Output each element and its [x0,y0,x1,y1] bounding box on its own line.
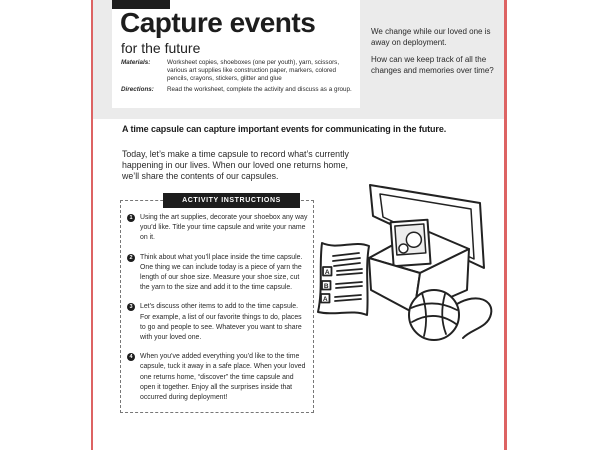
directions-text: Read the worksheet, complete the activity and discuss as a group. [167,86,352,94]
step-3 [127,302,309,343]
materials-text: Worksheet copies, shoeboxes (one per youth), yarn, scissors, various art supplies like construction paper, markers, colored pencils, crayons, stickers, glitter and glue [167,59,340,82]
header-card [112,0,360,108]
shoebox-yarn-checklist-icon [310,172,505,357]
step-1-number: 1 [127,214,135,222]
step-2 [127,253,309,294]
step-2-text: Think about what you’ll place inside the time capsule. One thing we can include today is a piece of yarn the length of our shoe size. Measure your shoe size, cut the yarn to the size and add it to the time capsule. [140,253,303,292]
header-sidebar-prompt [371,27,502,76]
instruction-steps [127,213,309,403]
activity-instructions-title: ACTIVITY INSTRUCTIONS [163,193,300,208]
yarn-thread-icon [457,298,491,338]
page-subtitle: for the future [121,40,201,56]
directions-label: Directions: [121,86,154,94]
materials-directions [121,59,355,94]
checklist-label-a1: A [324,268,330,276]
polaroid-photo-icon [391,220,431,266]
worksheet-page [91,0,507,450]
step-3-number: 3 [127,303,135,311]
step-3-text: Let’s discuss other items to add to the time capsule. For example, a list of our favorite things to do, places to go and people to see. Whatever you want to share with your loved one. [140,303,302,342]
yarn-ball-icon [409,290,459,340]
time-capsule-illustration [310,172,505,357]
checklist-label-b: B [323,282,329,290]
step-1 [127,213,309,244]
checklist-sheet-icon [318,243,369,315]
main-headline: A time capsule can capture important events for communicating in the future. [122,124,447,134]
materials-label: Materials: [121,59,151,66]
step-1-text: Using the art supplies, decorate your shoebox any way you’d like. Title your time capsule and write your name on it. [140,214,308,242]
step-4-text: When you’ve added everything you’d like to the time capsule, tuck it away in a safe place. When your loved one returns home, “discover” the time capsule and open it together. Enjoy all the surprises inside that occurred during deployment! [140,353,306,402]
sidebar-paragraph-1: We change while our loved one is away on deployment. [371,27,491,47]
step-4 [127,352,309,403]
intro-paragraph: Today, let’s make a time capsule to record what’s currently happening in our lives. When our loved one returns home, we’ll share the contents of our capsules. [122,149,349,181]
page-title: Capture events [120,7,316,38]
step-2-number: 2 [127,254,135,262]
checklist-label-a2: A [322,295,328,303]
step-4-number: 4 [127,353,135,361]
sidebar-paragraph-2: How can we keep track of all the changes and memories over time? [371,55,494,75]
